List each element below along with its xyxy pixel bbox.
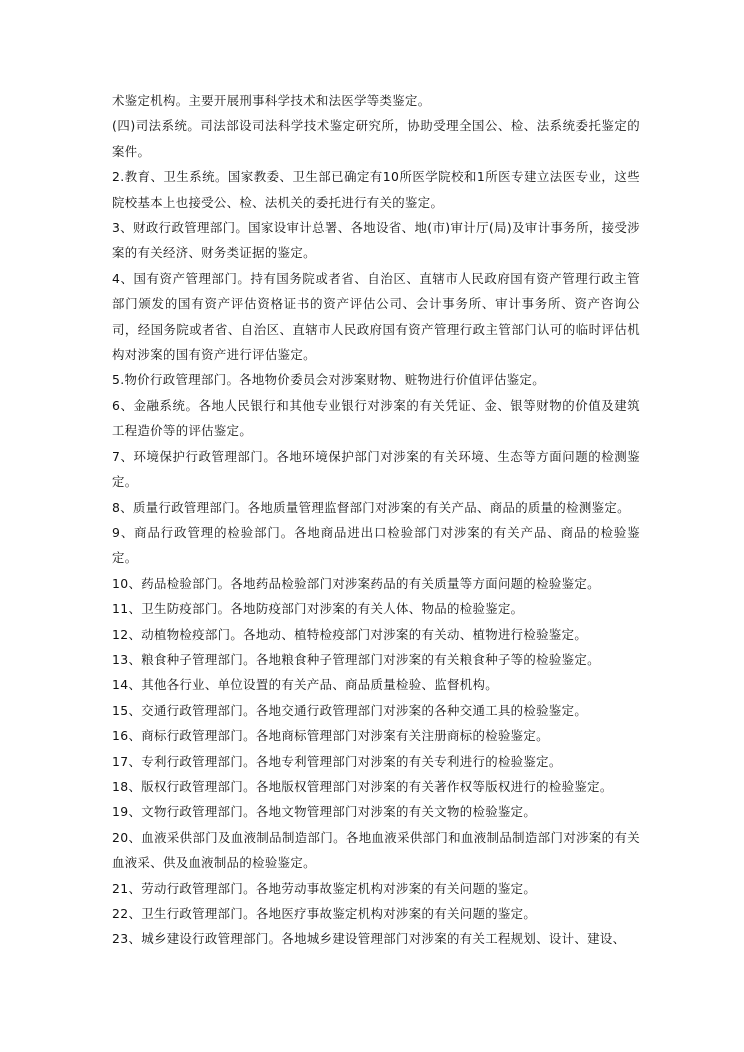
paragraph-06: 5.物价行政管理部门。各地物价委员会对涉案财物、赃物进行价值评估鉴定。 xyxy=(112,372,545,388)
paragraph-11: 10、药品检验部门。各地药品检验部门对涉案药品的有关质量等方面问题的检验鉴定。 xyxy=(112,575,600,591)
paragraph-18: 17、专利行政管理部门。各地专利管理部门对涉案的有关专利进行的检验鉴定。 xyxy=(112,753,562,769)
paragraph-04: 3、财政行政管理部门。国家设审计总署、各地设省、地(市)审计厅(局)及审计事务所，接受涉案的有关经济、财务类证据的鉴定。 xyxy=(112,220,640,261)
document-body xyxy=(112,88,640,952)
paragraph-21: 20、血液采供部门及血液制品制造部门。各地血液采供部门和血液制品制造部门对涉案的有关血液采、供及血液制品的检验鉴定。 xyxy=(112,829,640,871)
paragraph-10: 9、商品行政管理的检验部门。各地商品进出口检验部门对涉案的有关产品、商品的检验鉴定。 xyxy=(112,524,640,566)
paragraph-24: 23、城乡建设行政管理部门。各地城乡建设管理部门对涉案的有关工程规划、设计、建设、 xyxy=(112,931,626,947)
paragraph-23: 22、卫生行政管理部门。各地医疗事故鉴定机构对涉案的有关问题的鉴定。 xyxy=(112,906,537,921)
paragraph-13: 12、动植物检疫部门。各地动、植特检疫部门对涉案的有关动、植物进行检验鉴定。 xyxy=(112,626,588,642)
paragraph-15: 14、其他各行业、单位设置的有关产品、商品质量检验、监督机构。 xyxy=(112,677,498,693)
paragraph-19: 18、版权行政管理部门。各地版权管理部门对涉案的有关著作权等版权进行的检验鉴定。 xyxy=(112,778,613,794)
paragraph-14: 13、粮食种子管理部门。各地粮食种子管理部门对涉案的有关粮食种子等的检验鉴定。 xyxy=(112,651,600,667)
paragraph-01: 术鉴定机构。主要开展刑事科学技术和法医学等类鉴定。 xyxy=(112,93,431,108)
paragraph-05: 4、国有资产管理部门。持有国务院或者省、自治区、直辖市人民政府国有资产管理行政主管部门颁发的国有资产评估资格证书的资产评估公司、会计事务所、审计事务所、资产咨询公司，经国务院或者省、自治区、直辖市人民政府国有资产管理行政主管部门认可的临时评估机构对涉案的国有资产进行评估鉴定。 xyxy=(112,270,640,363)
paragraph-17: 16、商标行政管理部门。各地商标管理部门对涉案有关注册商标的检验鉴定。 xyxy=(112,728,549,744)
paragraph-12: 11、卫生防疫部门。各地防疫部门对涉案的有关人体、物品的检验鉴定。 xyxy=(112,601,524,617)
paragraph-08: 7、环境保护行政管理部门。各地环境保护部门对涉案的有关环境、生态等方面问题的检测鉴定。 xyxy=(112,448,640,490)
paragraph-07: 6、金融系统。各地人民银行和其他专业银行对涉案的有关凭证、金、银等财物的价值及建筑工程造价等的评估鉴定。 xyxy=(112,397,640,439)
paragraph-20: 19、文物行政管理部门。各地文物管理部门对涉案的有关文物的检验鉴定。 xyxy=(112,804,537,820)
paragraph-22: 21、劳动行政管理部门。各地劳动事故鉴定机构对涉案的有关问题的鉴定。 xyxy=(112,880,537,896)
paragraph-16: 15、交通行政管理部门。各地交通行政管理部门对涉案的各种交通工具的检验鉴定。 xyxy=(112,702,588,718)
paragraph-09: 8、质量行政管理部门。各地质量管理监督部门对涉案的有关产品、商品的质量的检测鉴定。 xyxy=(112,499,630,515)
paragraph-02: (四)司法系统。司法部设司法科学技术鉴定研究所，协助受理全国公、检、法系统委托鉴定的案件。 xyxy=(112,118,640,159)
paragraph-03: 2.教育、卫生系统。国家教委、卫生部已确定有10所医学院校和1所医专建立法医专业，这些院校基本上也接受公、检、法机关的委托进行有关的鉴定。 xyxy=(112,169,640,210)
